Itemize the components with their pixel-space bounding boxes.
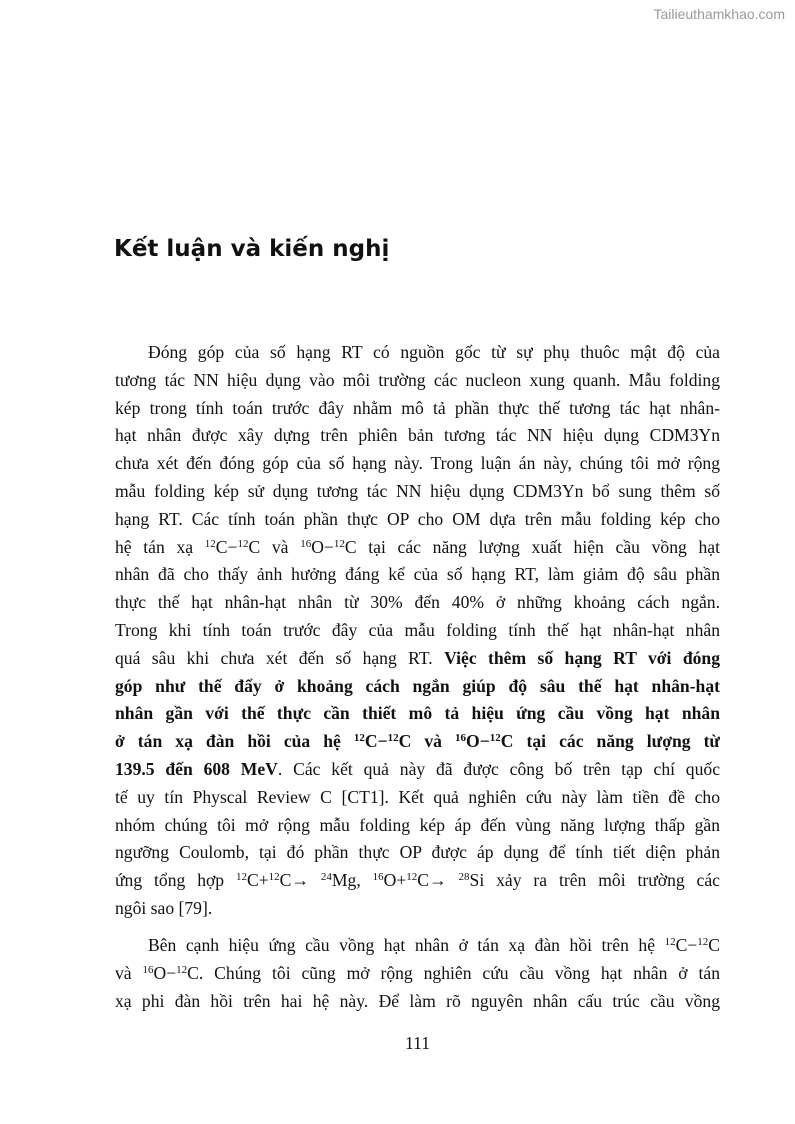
text-span: O+: [383, 870, 407, 891]
bold-text: C và: [398, 731, 456, 752]
text-span: C tại các năng lượng xuất hiện cầu vồng hạt: [344, 536, 720, 557]
text-line: [115, 395, 720, 423]
text-line: [115, 367, 720, 395]
text-line: [115, 589, 720, 617]
superscript: 12: [406, 871, 418, 884]
superscript: 16: [300, 537, 312, 550]
text-span: nhóm chúng tôi mở rộng mẫu folding kép áp đến vùng năng lượng thấp gần: [115, 814, 720, 835]
superscript: 12: [176, 963, 188, 976]
superscript: 16: [455, 732, 467, 745]
text-span: chưa xét đến đóng góp của số hạng này. Trong luận án này, chúng tôi mở rộng: [115, 453, 720, 474]
text-line: [115, 867, 720, 895]
superscript: 16: [372, 871, 384, 884]
bold-text: nhân gần với thế thực cần thiết mô tả hiệu ứng cầu vồng hạt nhân: [115, 703, 720, 724]
text-span: O−: [311, 536, 334, 557]
text-span: C−: [675, 935, 698, 955]
superscript: 12: [387, 732, 399, 745]
superscript: 12: [489, 732, 501, 745]
text-span: C→: [279, 870, 321, 891]
superscript: 28: [458, 871, 470, 884]
text-line: [115, 988, 720, 1016]
superscript: 24: [320, 871, 332, 884]
superscript: 12: [237, 537, 249, 550]
text-span: Bên cạnh hiệu ứng cầu vồng hạt nhân ở tán xạ đàn hồi trên hệ: [148, 935, 665, 955]
text-span: thực thế hạt nhân-hạt nhân từ 30% đến 40% ở những khoảng cách ngắn.: [115, 592, 720, 613]
text-line: [115, 895, 720, 923]
superscript: 12: [204, 537, 216, 550]
superscript: 12: [268, 871, 280, 884]
superscript: 12: [697, 936, 709, 948]
text-span: . Các kết quả này đã được công bố trên tạp chí quốc: [277, 758, 721, 779]
page-number: 111: [404, 1033, 431, 1053]
text-line: [115, 784, 720, 812]
text-span: C. Chúng tôi cũng mở rộng nghiên cứu cầu vồng hạt nhân ở tán: [187, 962, 720, 983]
text-line: [115, 422, 720, 450]
superscript: 12: [236, 871, 247, 884]
superscript: 12: [664, 936, 676, 948]
text-span: nhân đã cho thấy ảnh hưởng đáng kể của số hạng RT, làm giảm độ sâu phần: [115, 564, 720, 585]
text-line: [115, 478, 720, 506]
text-span: C−: [215, 536, 238, 557]
text-span: O−: [153, 962, 177, 983]
text-line: [115, 960, 720, 988]
text-span: hạng RT. Các tính toán phần thực OP cho OM dựa trên mẫu folding kép cho: [115, 508, 720, 529]
text-span: hệ tán xạ: [115, 536, 205, 557]
text-span: mẫu folding kép sử dụng tương tác NN hiệu dụng CDM3Yn bổ sung thêm số: [115, 480, 720, 501]
text-span: kép trong tính toán trước đây nhằm mô tả phần thực thế tương tác hạt nhân-: [115, 397, 720, 418]
text-span: ứng tổng hợp: [115, 870, 236, 891]
bold-text: C−: [364, 731, 388, 752]
text-line: [115, 645, 720, 673]
superscript: 12: [353, 732, 365, 745]
superscript: 12: [333, 537, 345, 550]
paragraph-2: [115, 932, 720, 1015]
text-line: [115, 932, 720, 960]
text-span: ngôi sao [79].: [115, 897, 213, 918]
text-span: Trong khi tính toán trước đây của mẫu folding tính thế hạt nhân-hạt nhân: [115, 619, 720, 640]
text-line: [115, 728, 720, 756]
bold-text: ở tán xạ đàn hồi của hệ: [115, 731, 354, 752]
superscript: 16: [142, 963, 154, 976]
text-span: Mg,: [331, 870, 373, 891]
paragraph-1: [115, 339, 720, 923]
text-line: [115, 812, 720, 840]
text-span: quá sâu khi chưa xét đến số hạng RT.: [115, 647, 445, 668]
text-line: [115, 756, 720, 784]
text-span: ngưỡng Coulomb, tại đó phần thực OP được áp dụng để tính tiết diện phản: [115, 842, 720, 863]
text-span: C: [708, 935, 720, 955]
text-line: [115, 673, 720, 701]
text-span: hạt nhân được xây dựng trên phiên bản tương tác NN hiệu dụng CDM3Yn: [115, 425, 720, 446]
text-span: tương tác NN hiệu dụng vào môi trường các nucleon xung quanh. Mẫu folding: [115, 369, 720, 390]
bold-text: góp như thế đẩy ở khoảng cách ngắn giúp độ sâu thế hạt nhân-hạt: [115, 675, 720, 696]
text-line: [115, 534, 720, 562]
text-line: [115, 339, 720, 367]
text-span: xạ phi đàn hồi trên hai hệ này. Để làm rõ nguyên nhân cấu trúc cầu vồng: [115, 990, 720, 1011]
text-span: và: [115, 962, 143, 983]
text-line: [115, 506, 720, 534]
text-line: [115, 561, 720, 589]
text-span: C+: [247, 870, 269, 891]
text-line: [115, 450, 720, 478]
bold-text: Việc thêm số hạng RT với đóng: [444, 647, 720, 668]
bold-text: O−: [466, 731, 490, 752]
text-span: Đóng góp của số hạng RT có nguồn gốc từ sự phụ thuôc mật độ của: [148, 342, 720, 362]
watermark: Tailieuthamkhao.com: [653, 6, 785, 22]
text-span: Si xảy ra trên môi trường các: [469, 870, 720, 891]
text-line: [115, 839, 720, 867]
text-span: C và: [248, 536, 301, 557]
section-title: Kết luận và kiến nghị: [114, 236, 390, 262]
text-line: [115, 617, 720, 645]
text-line: [115, 700, 720, 728]
bold-text: C tại các năng lượng từ: [500, 731, 720, 752]
text-span: C→: [417, 870, 459, 891]
bold-text: 139.5 đến 608 MeV: [115, 758, 278, 779]
text-span: tế uy tín Physcal Review C [CT1]. Kết quả nghiên cứu này làm tiền đề cho: [115, 786, 720, 807]
